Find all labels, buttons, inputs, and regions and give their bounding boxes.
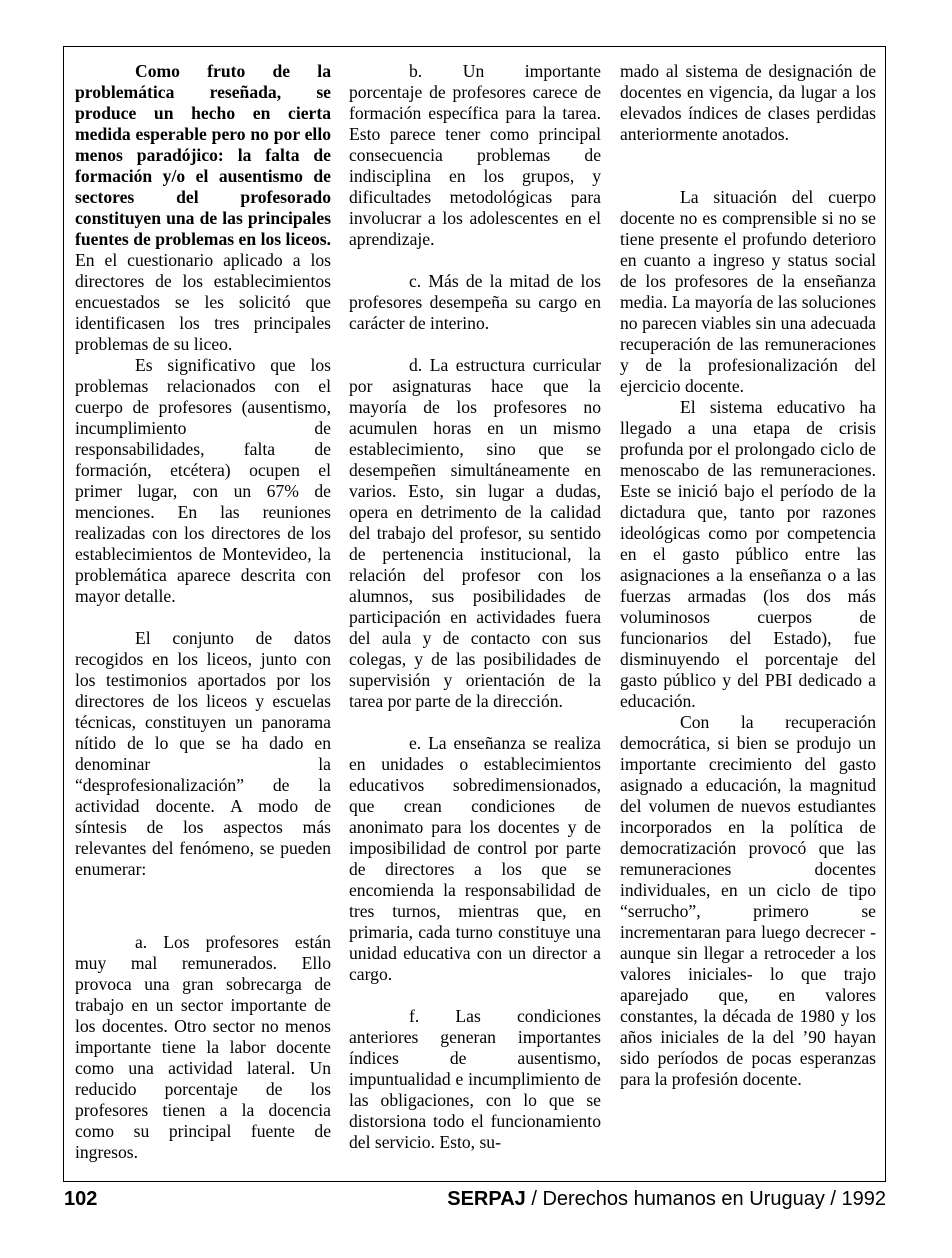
paragraph: La situación del cuerpo docente no es comprensible si no se tiene presente el profundo deterioro en cuanto a ingreso y status social de los profesores de la enseñanza media. La mayoría de las soluciones no parecen viables sin una adecuada recuperación de las remuneraciones y de la profesionalización del ejercicio docente. [620, 187, 877, 396]
list-item-b: b. Un importante porcentaje de profesores carece de formación específica para la tarea. Esto parece tener como principal consecuencia problemas de indisciplina en los grupos, y dificultades metodológicas para involucrar a los adolescentes en el aprendizaje. [349, 61, 601, 249]
bold-lead: Como fruto de la problemática reseñada, se produce un hecho en cierta medida esperable pero no por ello menos paradójico: la falta de formación y/o el ausentismo de sectores del profesorado constituyen una de las principales fuentes de problemas en los liceos. [75, 61, 331, 249]
paragraph-text: En el cuestionario aplicado a los directores de los establecimientos encuestados se les solicitó que identificasen los tres principales problemas de su liceo. [75, 250, 331, 354]
paragraph: El sistema educativo ha llegado a una etapa de crisis profunda por el prolongado ciclo de menoscabo de las remuneraciones. Este se inició bajo el período de la dictadura que, tanto por razones ideológicas como por competencia en el gasto público entre las asignaciones a la enseñanza o a las fuerzas armadas (los dos más voluminosos cuerpos de funcionarios del Estado), fue disminuyendo el porcentaje del gasto público y del PBI dedicado a educación. [620, 397, 876, 711]
paragraph: Es significativo que los problemas relacionados con el cuerpo de profesores (ausentismo, incumplimiento de responsabilidades, falta de formación, etcétera) ocupen el primer lugar, con un 67% de menciones. En las reuniones realizadas con los directores de los establecimientos de Montevideo, la problemática aparece descrita con mayor detalle. [75, 355, 331, 606]
list-item-e: e. La enseñanza se realiza en unidades o establecimientos educativos sobredimensionados, que crean condiciones de anonimato para los docentes y de imposibilidad de control por parte de directores a los que se encomienda la responsabilidad de tres turnos, mientras que, en primaria, cada turno constituye una unidad educativa con un director a cargo. [349, 733, 601, 984]
footer-title-text: / Derechos humanos en Uruguay / 1992 [525, 1188, 886, 1210]
paragraph: mado al sistema de designación de docentes en vigencia, da lugar a los elevados índices de clases perdidas anteriormente anotados. [620, 61, 876, 144]
paragraph: El conjunto de datos recogidos en los liceos, junto con los testimonios aportados por los directores de los liceos y escuelas técnicas, constituyen un panorama nítido de lo que se ha dado en denominar la “desprofesionalización” de la actividad docente. A modo de síntesis de los aspectos más relevantes del fenómeno, se pueden enumerar: [75, 628, 331, 879]
page-number: 102 [64, 1188, 98, 1210]
running-footer [447, 1188, 886, 1211]
list-item-d: d. La estructura curricular por asignaturas hace que la mayoría de los profesores no acumulen horas en un mismo establecimiento, sino que se desempeñen simultáneamente en varios. Esto, sin lugar a dudas, opera en detrimento de la calidad del trabajo del profesor, su sentido de pertenencia institucional, la relación del profesor con los alumnos, sus posibilidades de participación en actividades fuera del aula y de contacto con sus colegas, y de las posibilidades de supervisión y orientación de la tarea por parte de la dirección. [349, 355, 601, 711]
footer-brand: SERPAJ [447, 1188, 526, 1210]
list-item-f: f. Las condiciones anteriores generan importantes índices de ausentismo, impuntualidad e incumplimiento de las obligaciones, con lo que se distorsiona todo el funcionamiento del servicio. Esto, su- [349, 1006, 601, 1152]
paragraph: Con la recuperación democrática, si bien se produjo un importante crecimiento del gasto asignado a educación, la magnitud del volumen de nuevos estudiantes incorporados en la política de democratización provocó que las remuneraciones docentes individuales, en un ciclo de tipo “serrucho”, primero se incrementaran para luego decrecer -aunque sin llegar a retroceder a los valores iniciales- lo que trajo aparejado que, en valores constantes, la década de 1980 y los años iniciales de la del ’90 hayan sido períodos de pocas esperanzas para la profesión docente. [620, 712, 876, 1089]
paragraph [75, 61, 331, 355]
list-item-a: a. Los profesores están muy mal remunerados. Ello provoca una gran sobrecarga de trabajo en un sector importante de los docentes. Otro sector no menos importante tiene la labor docente como una actividad lateral. Un reducido porcentaje de los profesores tienen a la docencia como su principal fuente de ingresos. [75, 932, 331, 1162]
list-item-c: c. Más de la mitad de los profesores desempeña su cargo en carácter de interino. [349, 271, 601, 333]
column-2 [349, 61, 601, 1153]
column-3 [620, 61, 876, 1090]
column-1 [75, 61, 331, 1163]
